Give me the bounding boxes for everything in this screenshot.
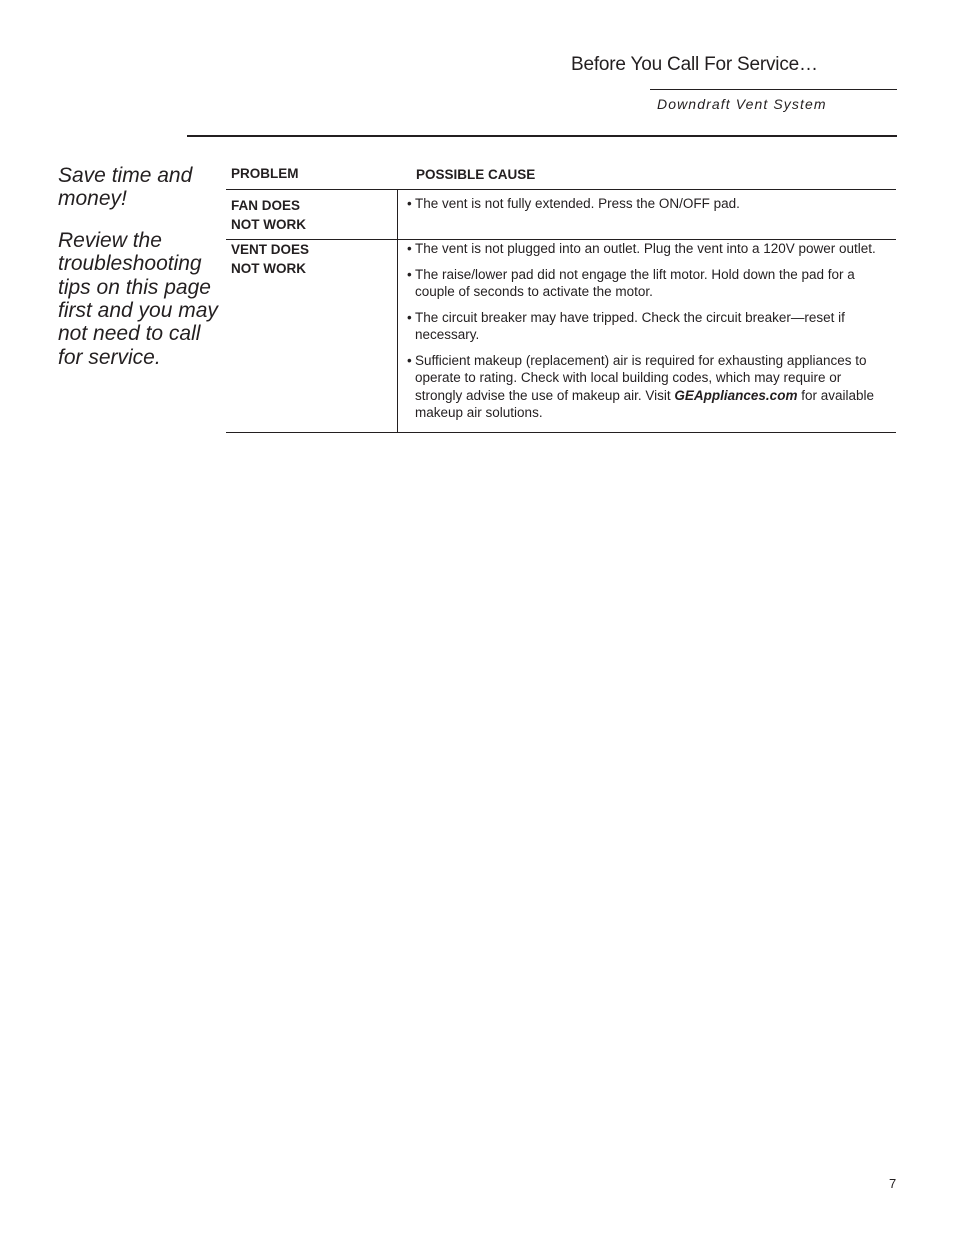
cause-text: The vent is not plugged into an outlet. Plug the vent into a 120V power outlet.: [415, 241, 876, 256]
cause-text: The circuit breaker may have tripped. Check the circuit breaker—reset if necessary.: [415, 309, 845, 342]
column-header-cause: POSSIBLE CAUSE: [416, 167, 536, 182]
cause-item: [407, 352, 886, 422]
problem-label: FAN DOES: [231, 198, 301, 213]
table-row: [226, 240, 896, 433]
header-divider: [650, 89, 897, 90]
cause-item: [407, 195, 886, 213]
cause-cell: [398, 240, 896, 432]
cause-cell: [398, 190, 896, 239]
page-divider: [187, 135, 897, 137]
problem-label: VENT DOES: [231, 242, 310, 257]
cause-text: The raise/lower pad did not engage the lift motor. Hold down the pad for a couple of seconds to activate the motor.: [415, 266, 855, 299]
cause-item: [407, 266, 886, 301]
page-title: Before You Call For Service…: [571, 54, 818, 75]
cause-text: The vent is not fully extended. Press the ON/OFF pad.: [415, 196, 740, 211]
problem-label: NOT WORK: [231, 261, 306, 276]
sidebar-advice: Review the troubleshooting tips on this page first and you may not need to call for service.: [58, 228, 218, 369]
problem-label: NOT WORK: [231, 217, 306, 232]
section-subtitle: Downdraft Vent System: [657, 96, 827, 112]
column-header-problem: PROBLEM: [231, 166, 299, 181]
cause-item: [407, 240, 886, 258]
bullet-icon: •: [407, 196, 412, 211]
cause-item: [407, 309, 886, 344]
troubleshooting-table: [226, 160, 896, 433]
bullet-icon: •: [407, 352, 412, 368]
bullet-icon: •: [407, 241, 412, 256]
table-header: [226, 160, 896, 190]
table-row: [226, 190, 896, 240]
bullet-icon: •: [407, 309, 412, 325]
page-number: 7: [889, 1176, 897, 1191]
cause-text: Sufficient makeup (replacement) air is required for exhausting appliances to operate to rating. Check with local building codes, which may require or strongly advise the use of makeup air. Visit: [415, 352, 867, 403]
bullet-icon: •: [407, 266, 412, 282]
problem-cell: [226, 240, 398, 432]
cause-text: for available makeup air solutions.: [415, 387, 875, 420]
website-link[interactable]: GEAppliances.com: [674, 387, 798, 403]
sidebar-tagline: Save time and money!: [58, 164, 193, 211]
sidebar-note: [58, 164, 218, 369]
problem-cell: [226, 190, 398, 239]
